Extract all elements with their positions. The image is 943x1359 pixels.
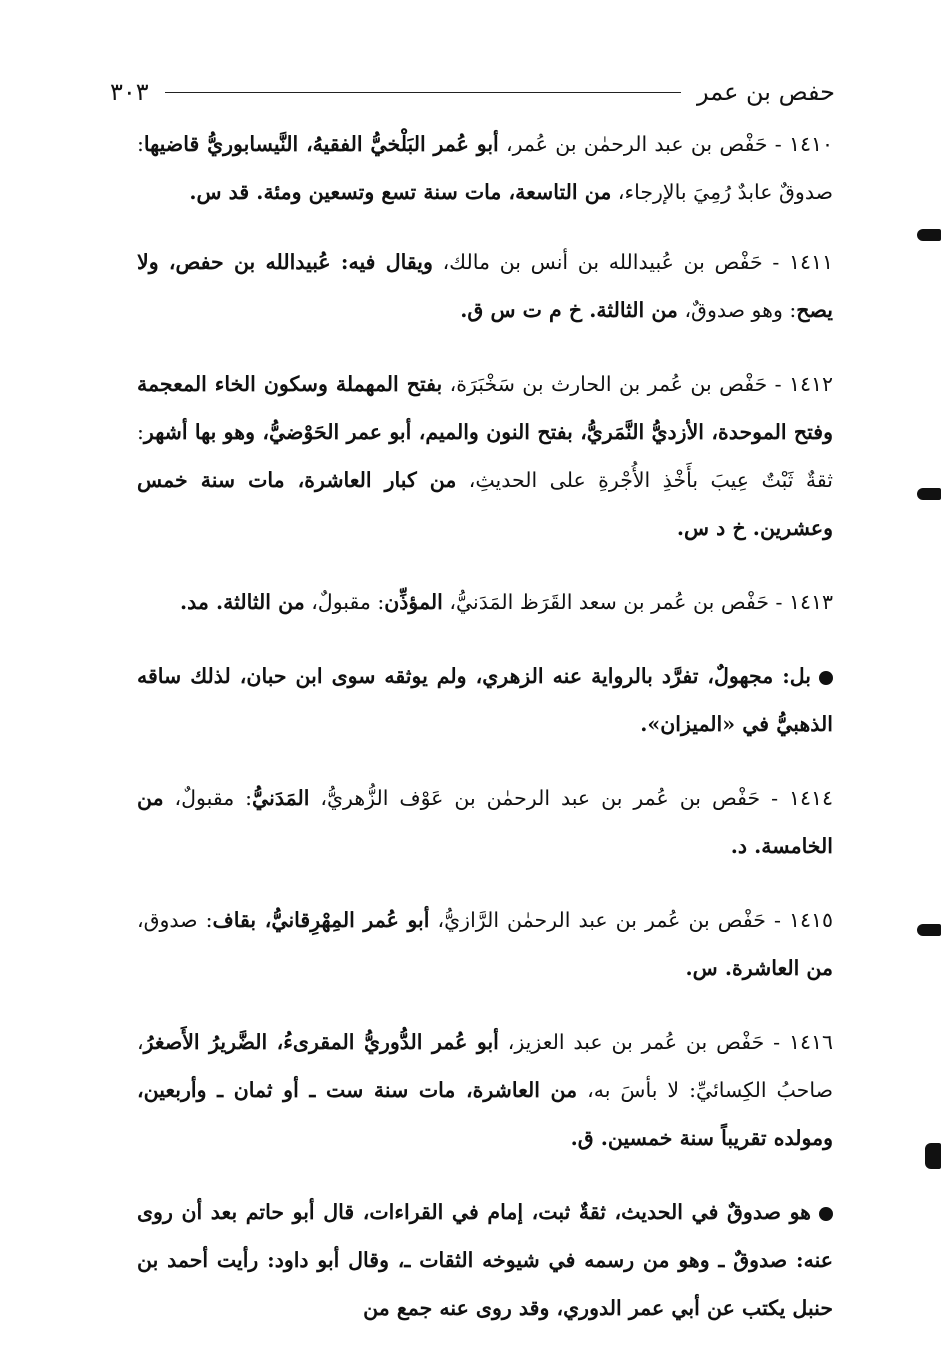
editor-note-2 bbox=[137, 1188, 833, 1332]
entry-1415 bbox=[137, 896, 833, 992]
entry-text: - حَفْص بن عُبيدالله بن أنس بن مالك، bbox=[432, 250, 789, 274]
editor-note-1 bbox=[137, 652, 833, 748]
entry-text-bold: من الثالثة. خ م ت س ق. bbox=[460, 298, 678, 322]
entry-text-bold: من التاسعة، مات سنة تسع وتسعين ومئة. قد س. bbox=[189, 180, 612, 204]
binding-marks bbox=[913, 0, 943, 1359]
entry-1414 bbox=[137, 774, 833, 870]
running-title: حفص بن عمر bbox=[696, 78, 835, 106]
entry-text-bold: أبو عُمر البَلْخيُّ الفقيهُ، النَّيسابوريُّ قاضيها bbox=[143, 132, 499, 156]
entry-number: ١٤١٤ bbox=[788, 786, 833, 810]
entry-text: : مقبولٌ، bbox=[163, 786, 253, 810]
entry-text-bold: بفتح المهملة وسكون الخاء المعجمة وفتح الموحدة، الأزديُّ النَّمَريُّ، بفتح النون والميم، أبو عمر الحَوْضيُّ، وهو بها أشهر bbox=[137, 372, 833, 444]
entry-text-bold: من الخامسة. د. bbox=[137, 786, 833, 858]
entry-number: ١٤١٦ bbox=[788, 1030, 834, 1054]
entry-text: - حَفْص بن عُمر بن عبد الرحمٰن الرَّازيُّ، bbox=[429, 908, 789, 932]
entry-1412 bbox=[137, 360, 833, 552]
entry-text: : مقبولٌ، bbox=[304, 590, 385, 614]
edge-mark bbox=[917, 488, 941, 500]
note-text: بل: مجهولٌ، تفرَّد بالرواية عنه الزهري، ولم يوثقه سوى ابن حبان، لذلك ساقه الذهبيُّ في «الميزان». bbox=[137, 664, 833, 736]
entry-number: ١٤١٢ bbox=[788, 372, 833, 396]
entry-text: - حَفْص بن عُمر بن الحارث بن سَخْبَرَة، bbox=[442, 372, 789, 396]
entry-number: ١٤١٣ bbox=[788, 590, 833, 614]
edge-mark bbox=[917, 924, 941, 936]
page-body bbox=[137, 120, 833, 1358]
entry-text: : ثقةٌ ثَبْتٌ عِيبَ بأَخْذِ الأُجْرةِ على الحديثِ، bbox=[137, 420, 833, 492]
page-header bbox=[110, 72, 835, 112]
entry-1410 bbox=[137, 120, 833, 216]
entry-1413 bbox=[137, 578, 833, 626]
entry-number: ١٤١١ bbox=[788, 250, 833, 274]
entry-text: - حَفْص بن عبد الرحمٰن بن عُمر، bbox=[498, 132, 789, 156]
entry-text-bold: من كبار العاشرة، مات سنة خمس وعشرين. خ د س. bbox=[137, 468, 833, 540]
entry-text: - حَفْص بن عُمر بن عبد العزيز، bbox=[498, 1030, 789, 1054]
entry-text: - حَفْص بن عُمر بن سعد القَرَظ المَدَنيُّ، bbox=[442, 590, 789, 614]
header-rule bbox=[165, 92, 681, 93]
entry-text-bold: ويقال فيه: عُبيدالله بن حفص، ولا يصح bbox=[137, 250, 833, 322]
entry-number: ١٤١٠ bbox=[788, 132, 833, 156]
entry-text: - حَفْص بن عُمر بن عبد الرحمٰن بن عَوْف الزُّهريُّ، bbox=[309, 786, 789, 810]
entry-1416 bbox=[137, 1018, 833, 1162]
note-text: هو صدوقٌ في الحديث، ثقةٌ ثبت، إمام في القراءات، قال أبو حاتم بعد أن روى عنه: صدوقٌ ـ وهو من رسمه في شيوخه الثقات ـ، وقال أبو داود: رأيت أحمد بن حنبل يكتب عن أبي عمر الدوري، وقد روى عنه جمع من bbox=[137, 1200, 833, 1320]
entry-text: : وهو صدوقٌ، bbox=[677, 298, 797, 322]
entry-text-bold: أبو عُمر المِهْرِقانيُّ، بقاف bbox=[212, 908, 430, 932]
entry-text-bold: أبو عُمر الدُّوريُّ المقرىءُ، الضَّريرُ الأَصغرُ bbox=[143, 1030, 499, 1054]
entry-text: ، صاحبُ الكِسائيِّ: لا بأسَ به، bbox=[137, 1030, 834, 1102]
bullet-icon bbox=[819, 671, 833, 685]
entry-1411 bbox=[137, 238, 833, 334]
edge-mark bbox=[917, 229, 941, 241]
entry-text: : صدوقٌ عابدٌ رُمِيَ بالإرجاء، bbox=[137, 132, 833, 204]
entry-text-bold: المَدَنيُّ bbox=[252, 786, 310, 810]
entry-number: ١٤١٥ bbox=[788, 908, 833, 932]
entry-text-bold: من العاشرة. س. bbox=[685, 956, 833, 980]
bullet-icon bbox=[819, 1207, 833, 1221]
entry-text-bold: من العاشرة، مات سنة ست ـ أو ثمان ـ وأربعين، ومولده تقريباً سنة خمسين. ق. bbox=[137, 1078, 833, 1150]
edge-mark bbox=[925, 1143, 941, 1169]
page-number: ٣٠٣ bbox=[110, 78, 149, 106]
entry-text-bold: من الثالثة. مد. bbox=[180, 590, 305, 614]
entry-text: : صدوق، bbox=[137, 908, 213, 932]
entry-text-bold: المؤذِّن bbox=[384, 590, 443, 614]
